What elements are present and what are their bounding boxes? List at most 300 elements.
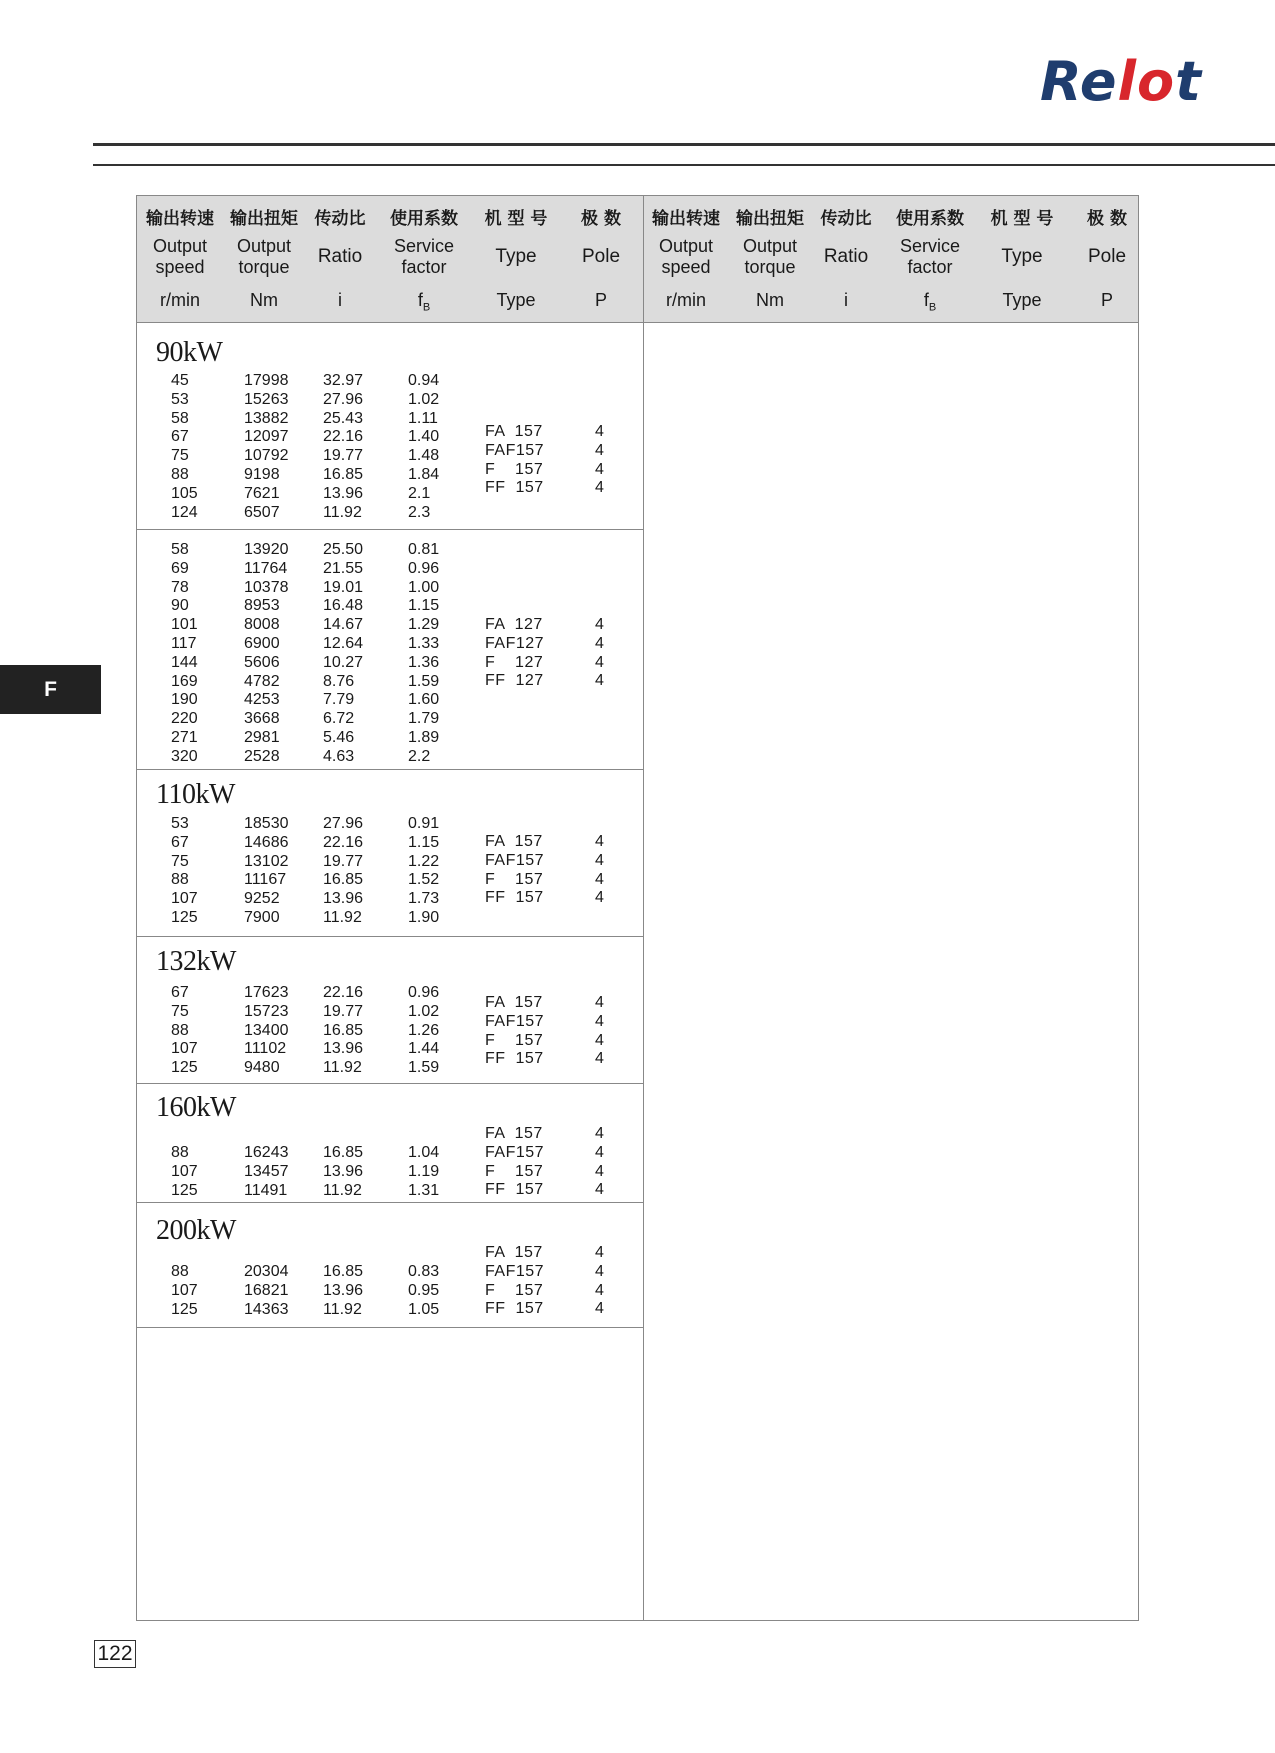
cell-output-speed: 220 bbox=[171, 710, 198, 728]
cell-service-factor: 1.40 bbox=[408, 428, 440, 446]
header-unit-label: r/min bbox=[160, 290, 200, 310]
cell-output-torque: 9252 bbox=[244, 890, 280, 908]
cell-ratio: 21.55 bbox=[323, 559, 364, 577]
cell-service-factor: 2.2 bbox=[408, 747, 431, 765]
cell-type: FAF127 bbox=[485, 634, 545, 652]
type-row bbox=[137, 832, 643, 851]
cell-service-factor: 1.02 bbox=[408, 390, 440, 408]
header-right-group bbox=[643, 196, 1149, 322]
cell-pole: 4 bbox=[595, 870, 604, 888]
header-en-label: Pole bbox=[1087, 246, 1127, 267]
cell-pole: 4 bbox=[595, 460, 604, 478]
type-row bbox=[137, 851, 643, 870]
cell-output-torque: 7900 bbox=[244, 909, 280, 926]
cell-ratio: 19.77 bbox=[323, 1002, 364, 1020]
table-row bbox=[137, 709, 643, 728]
table-row bbox=[137, 503, 643, 522]
cell-ratio: 8.76 bbox=[323, 672, 355, 690]
header-zh-label: 使用系数 bbox=[390, 209, 458, 229]
header-unit-label: $f_B$ bbox=[923, 290, 937, 314]
header-unit-label: $f_B$ bbox=[417, 290, 431, 314]
cell-service-factor: 1.19 bbox=[408, 1162, 440, 1180]
cell-service-factor: 1.02 bbox=[408, 1002, 440, 1020]
cell-service-factor: 0.83 bbox=[408, 1263, 440, 1280]
cell-output-torque: 6507 bbox=[244, 503, 280, 521]
cell-ratio: 13.96 bbox=[323, 484, 364, 502]
cell-service-factor: 1.22 bbox=[408, 852, 440, 870]
cell-output-speed: 88 bbox=[171, 1263, 189, 1280]
cell-ratio: 16.85 bbox=[323, 466, 364, 483]
page-number bbox=[94, 1640, 136, 1668]
cell-output-torque: 15263 bbox=[244, 390, 289, 408]
cell-pole: 4 bbox=[595, 479, 604, 497]
table-row bbox=[137, 690, 643, 709]
cell-pole: 4 bbox=[595, 833, 604, 850]
cell-type: FAF157 bbox=[485, 1262, 545, 1280]
header-en-label: Ratio bbox=[823, 246, 869, 267]
cell-output-speed: 88 bbox=[171, 871, 189, 889]
cell-service-factor: 1.31 bbox=[408, 1181, 440, 1199]
cell-ratio: 13.96 bbox=[323, 1040, 364, 1058]
cell-ratio: 22.16 bbox=[323, 984, 364, 1001]
cell-output-speed: 124 bbox=[171, 503, 198, 521]
cell-output-torque: 17623 bbox=[244, 984, 289, 1001]
cell-ratio: 27.96 bbox=[323, 390, 364, 408]
cell-service-factor: 1.90 bbox=[408, 909, 440, 926]
cell-output-torque: 10378 bbox=[244, 578, 289, 596]
cell-output-speed: 58 bbox=[171, 541, 189, 558]
cell-pole: 4 bbox=[595, 616, 604, 633]
cell-service-factor: 0.81 bbox=[408, 541, 440, 558]
cell-type: FAF157 bbox=[485, 1012, 545, 1030]
cell-ratio: 11.92 bbox=[323, 909, 362, 926]
type-row bbox=[137, 671, 643, 690]
cell-output-torque: 5606 bbox=[244, 653, 280, 671]
cell-service-factor: 0.91 bbox=[408, 815, 440, 832]
table-row bbox=[137, 596, 643, 615]
cell-output-speed: 45 bbox=[171, 372, 189, 389]
header-unit-label: P bbox=[594, 290, 607, 310]
cell-type: FA 157 bbox=[485, 833, 543, 850]
cell-pole: 4 bbox=[595, 634, 604, 652]
cell-output-torque: 13400 bbox=[244, 1021, 289, 1039]
type-row bbox=[137, 441, 643, 460]
section-title: 132kW bbox=[156, 946, 236, 977]
header-rule-top bbox=[93, 143, 1275, 146]
cell-output-torque: 14363 bbox=[244, 1300, 289, 1318]
table-row bbox=[137, 390, 643, 409]
cell-type: FF 127 bbox=[485, 672, 544, 690]
cell-type: F 157 bbox=[485, 1162, 544, 1180]
cell-output-speed: 125 bbox=[171, 1181, 198, 1199]
cell-service-factor: 1.15 bbox=[408, 833, 440, 851]
cell-ratio: 19.77 bbox=[323, 852, 364, 870]
cell-output-speed: 169 bbox=[171, 672, 198, 690]
table-row bbox=[137, 747, 643, 766]
cell-ratio: 22.16 bbox=[323, 428, 364, 446]
cell-service-factor: 0.94 bbox=[408, 372, 440, 389]
header-en-label: Type bbox=[495, 246, 537, 267]
cell-output-torque: 2528 bbox=[244, 747, 280, 765]
header-col-right-3 bbox=[881, 196, 979, 322]
cell-service-factor: 1.44 bbox=[408, 1040, 440, 1058]
cell-type: F 157 bbox=[485, 1281, 544, 1299]
brand-logo-text: Relot bbox=[1040, 50, 1202, 113]
header-col-left-0 bbox=[137, 196, 223, 322]
cell-pole: 4 bbox=[595, 1300, 604, 1318]
type-row bbox=[137, 1124, 643, 1143]
cell-type: FA 157 bbox=[485, 423, 543, 440]
cell-ratio: 25.50 bbox=[323, 541, 364, 558]
header-en-label: Pole bbox=[581, 246, 621, 267]
cell-output-torque: 4782 bbox=[244, 672, 280, 690]
cell-type: F 157 bbox=[485, 870, 544, 888]
cell-ratio: 19.01 bbox=[323, 578, 364, 596]
header-en-label: Service factor bbox=[899, 236, 961, 277]
header-col-right-4 bbox=[979, 196, 1065, 322]
header-col-left-2 bbox=[305, 196, 375, 322]
cell-type: FF 157 bbox=[485, 1050, 544, 1068]
header-col-left-3 bbox=[375, 196, 473, 322]
cell-service-factor: 1.26 bbox=[408, 1021, 440, 1039]
cell-pole: 4 bbox=[595, 672, 604, 690]
cell-output-torque: 14686 bbox=[244, 833, 289, 851]
cell-type: FAF157 bbox=[485, 851, 545, 869]
cell-output-speed: 53 bbox=[171, 390, 189, 408]
table-row bbox=[137, 540, 643, 559]
cell-output-speed: 58 bbox=[171, 409, 189, 427]
type-row bbox=[137, 1049, 643, 1068]
cell-pole: 4 bbox=[595, 1050, 604, 1068]
cell-type: FF 157 bbox=[485, 889, 544, 907]
cell-output-speed: 125 bbox=[171, 1059, 198, 1077]
cell-service-factor: 1.48 bbox=[408, 447, 440, 465]
cell-pole: 4 bbox=[595, 1031, 604, 1049]
section-title: 110kW bbox=[156, 779, 235, 810]
power-section bbox=[137, 1084, 643, 1203]
header-unit-label: Nm bbox=[250, 290, 278, 310]
cell-pole: 4 bbox=[595, 653, 604, 671]
cell-type: F 157 bbox=[485, 460, 544, 478]
type-row bbox=[137, 870, 643, 889]
cell-output-torque: 15723 bbox=[244, 1002, 289, 1020]
header-zh-label: 输出转速 bbox=[146, 209, 214, 229]
power-section bbox=[137, 323, 643, 530]
cell-output-speed: 105 bbox=[171, 484, 198, 502]
type-row bbox=[137, 478, 643, 497]
cell-ratio: 14.67 bbox=[323, 616, 364, 634]
header-en-label: Output torque bbox=[236, 236, 292, 277]
cell-service-factor: 0.96 bbox=[408, 984, 440, 1001]
cell-service-factor: 1.59 bbox=[408, 1059, 440, 1077]
cell-type: FA 157 bbox=[485, 994, 543, 1011]
cell-service-factor: 2.3 bbox=[408, 503, 431, 521]
cell-pole: 4 bbox=[595, 441, 604, 459]
header-col-left-1 bbox=[223, 196, 305, 322]
header-col-left-4 bbox=[473, 196, 559, 322]
cell-output-speed: 69 bbox=[171, 559, 189, 577]
power-section bbox=[137, 530, 643, 770]
cell-ratio: 4.63 bbox=[323, 747, 355, 765]
cell-output-speed: 90 bbox=[171, 597, 189, 615]
cell-service-factor: 1.04 bbox=[408, 1144, 440, 1161]
header-unit-label: Nm bbox=[756, 290, 784, 310]
cell-service-factor: 1.59 bbox=[408, 672, 440, 690]
cell-pole: 4 bbox=[595, 1143, 604, 1161]
type-row bbox=[137, 653, 643, 672]
table-row bbox=[137, 578, 643, 597]
cell-pole: 4 bbox=[595, 1262, 604, 1280]
cell-output-torque: 11491 bbox=[244, 1181, 288, 1199]
cell-output-torque: 18530 bbox=[244, 815, 289, 832]
cell-pole: 4 bbox=[595, 1244, 604, 1261]
header-zh-label: 极 数 bbox=[581, 209, 621, 229]
header-zh-label: 使用系数 bbox=[896, 209, 964, 229]
cell-output-speed: 67 bbox=[171, 984, 189, 1001]
cell-output-speed: 117 bbox=[171, 635, 197, 652]
cell-ratio: 16.85 bbox=[323, 1144, 364, 1161]
cell-output-torque: 8008 bbox=[244, 616, 280, 634]
brand-logo bbox=[1040, 50, 1202, 113]
cell-pole: 4 bbox=[595, 423, 604, 440]
header-zh-label: 极 数 bbox=[1087, 209, 1127, 229]
type-row bbox=[137, 1162, 643, 1181]
section-title: 200kW bbox=[156, 1215, 236, 1246]
cell-output-torque: 20304 bbox=[244, 1263, 289, 1280]
table-row bbox=[137, 728, 643, 747]
table-row bbox=[137, 908, 643, 927]
type-row bbox=[137, 634, 643, 653]
cell-ratio: 19.77 bbox=[323, 447, 364, 465]
cell-type: FA 127 bbox=[485, 616, 543, 633]
header-zh-label: 机 型 号 bbox=[990, 209, 1054, 229]
cell-output-speed: 67 bbox=[171, 428, 189, 446]
header-unit-label: r/min bbox=[666, 290, 706, 310]
cell-service-factor: 1.36 bbox=[408, 653, 440, 671]
cell-output-speed: 107 bbox=[171, 1040, 198, 1058]
cell-output-torque: 9480 bbox=[244, 1059, 280, 1077]
type-row bbox=[137, 993, 643, 1012]
cell-output-torque: 13882 bbox=[244, 409, 289, 427]
cell-output-torque: 13920 bbox=[244, 541, 289, 558]
cell-service-factor: 1.89 bbox=[408, 729, 440, 746]
cell-ratio: 22.16 bbox=[323, 833, 364, 851]
cell-ratio: 13.96 bbox=[323, 1162, 364, 1180]
cell-output-speed: 78 bbox=[171, 578, 189, 596]
cell-output-speed: 75 bbox=[171, 1002, 189, 1020]
cell-service-factor: 2.1 bbox=[408, 484, 431, 502]
page-number-text: 122 bbox=[97, 1642, 133, 1665]
cell-service-factor: 0.95 bbox=[408, 1281, 440, 1299]
header-zh-label: 输出扭矩 bbox=[736, 209, 804, 229]
cell-output-torque: 11764 bbox=[244, 559, 288, 577]
cell-service-factor: 1.52 bbox=[408, 871, 440, 889]
cell-output-torque: 3668 bbox=[244, 710, 280, 728]
power-section bbox=[137, 770, 643, 937]
cell-output-torque: 13457 bbox=[244, 1162, 289, 1180]
cell-ratio: 27.96 bbox=[323, 815, 364, 832]
header-col-right-0 bbox=[643, 196, 729, 322]
cell-pole: 4 bbox=[595, 1162, 604, 1180]
cell-output-speed: 190 bbox=[171, 691, 198, 709]
cell-ratio: 11.92 bbox=[323, 503, 362, 521]
cell-service-factor: 1.79 bbox=[408, 710, 440, 728]
cell-type: FF 157 bbox=[485, 1181, 544, 1199]
cell-output-speed: 144 bbox=[171, 653, 198, 671]
cell-output-torque: 16243 bbox=[244, 1144, 289, 1161]
cell-output-torque: 9198 bbox=[244, 466, 280, 483]
cell-output-torque: 10792 bbox=[244, 447, 289, 465]
header-zh-label: 传动比 bbox=[820, 209, 872, 229]
cell-type: FA 157 bbox=[485, 1244, 543, 1261]
type-row bbox=[137, 422, 643, 441]
cell-output-speed: 88 bbox=[171, 1021, 189, 1039]
power-section bbox=[137, 1203, 643, 1328]
type-row bbox=[137, 1262, 643, 1281]
header-col-right-5 bbox=[1065, 196, 1149, 322]
cell-output-speed: 75 bbox=[171, 852, 189, 870]
header-en-label: Output speed bbox=[658, 236, 714, 277]
cell-output-speed: 101 bbox=[171, 616, 198, 634]
cell-output-torque: 4253 bbox=[244, 691, 280, 709]
cell-service-factor: 1.73 bbox=[408, 890, 440, 908]
type-row bbox=[137, 615, 643, 634]
cell-pole: 4 bbox=[595, 1125, 604, 1142]
cell-ratio: 7.79 bbox=[323, 691, 355, 709]
cell-output-speed: 107 bbox=[171, 890, 198, 908]
cell-output-speed: 75 bbox=[171, 447, 189, 465]
type-row bbox=[137, 1299, 643, 1318]
section-separator bbox=[137, 1327, 643, 1328]
cell-service-factor: 1.29 bbox=[408, 616, 440, 634]
cell-output-speed: 107 bbox=[171, 1162, 198, 1180]
cell-output-torque: 11167 bbox=[244, 871, 287, 889]
cell-type: FF 157 bbox=[485, 1300, 544, 1318]
cell-service-factor: 1.60 bbox=[408, 691, 440, 709]
cell-ratio: 11.92 bbox=[323, 1300, 362, 1318]
header-col-right-2 bbox=[811, 196, 881, 322]
header-unit-label: Type bbox=[1002, 290, 1042, 310]
cell-ratio: 16.85 bbox=[323, 871, 364, 889]
cell-ratio: 32.97 bbox=[323, 372, 364, 389]
cell-output-speed: 107 bbox=[171, 1281, 198, 1299]
cell-output-speed: 88 bbox=[171, 466, 189, 483]
header-col-left-5 bbox=[559, 196, 643, 322]
cell-output-torque: 12097 bbox=[244, 428, 289, 446]
header-en-label: Output torque bbox=[742, 236, 798, 277]
cell-output-torque: 17998 bbox=[244, 372, 289, 389]
cell-ratio: 5.46 bbox=[323, 729, 355, 746]
right-column-body bbox=[644, 323, 1139, 1620]
cell-pole: 4 bbox=[595, 1281, 604, 1299]
cell-pole: 4 bbox=[595, 889, 604, 907]
section-title: 90kW bbox=[156, 337, 223, 368]
header-en-label: Type bbox=[1001, 246, 1043, 267]
cell-output-torque: 11102 bbox=[244, 1040, 287, 1058]
header-rule-bottom bbox=[93, 164, 1275, 166]
header-col-right-1 bbox=[729, 196, 811, 322]
cell-type: FAF157 bbox=[485, 1143, 545, 1161]
header-en-label: Output speed bbox=[152, 236, 208, 277]
cell-output-speed: 125 bbox=[171, 1300, 198, 1318]
cell-output-speed: 320 bbox=[171, 747, 198, 765]
table-row bbox=[137, 559, 643, 578]
cell-service-factor: 0.96 bbox=[408, 559, 440, 577]
cell-ratio: 11.92 bbox=[323, 1059, 362, 1077]
cell-output-speed: 271 bbox=[171, 729, 198, 746]
cell-service-factor: 1.05 bbox=[408, 1300, 440, 1318]
header-en-label: Service factor bbox=[393, 236, 455, 277]
selection-table bbox=[136, 195, 1139, 1621]
header-zh-label: 输出转速 bbox=[652, 209, 720, 229]
type-row bbox=[137, 888, 643, 907]
section-title: 160kW bbox=[156, 1092, 236, 1123]
type-row bbox=[137, 1281, 643, 1300]
cell-service-factor: 1.15 bbox=[408, 597, 440, 615]
cell-output-speed: 67 bbox=[171, 833, 189, 851]
header-en-label: Ratio bbox=[317, 246, 363, 267]
cell-output-torque: 13102 bbox=[244, 852, 289, 870]
table-row bbox=[137, 371, 643, 390]
cell-output-speed: 88 bbox=[171, 1144, 189, 1161]
cell-ratio: 12.64 bbox=[323, 635, 364, 652]
cell-type: F 157 bbox=[485, 1031, 544, 1049]
header-unit-label: Type bbox=[496, 290, 536, 310]
cell-ratio: 6.72 bbox=[323, 710, 355, 728]
cell-type: F 127 bbox=[485, 653, 544, 671]
header-unit-label: i bbox=[338, 290, 342, 310]
header-zh-label: 传动比 bbox=[314, 209, 366, 229]
type-row bbox=[137, 1243, 643, 1262]
cell-ratio: 11.92 bbox=[323, 1181, 362, 1199]
cell-output-speed: 53 bbox=[171, 815, 189, 832]
cell-ratio: 13.96 bbox=[323, 1281, 364, 1299]
cell-type: FF 157 bbox=[485, 479, 544, 497]
cell-ratio: 13.96 bbox=[323, 890, 364, 908]
cell-service-factor: 1.00 bbox=[408, 578, 440, 596]
cell-pole: 4 bbox=[595, 1012, 604, 1030]
power-section bbox=[137, 937, 643, 1084]
cell-service-factor: 1.84 bbox=[408, 466, 440, 483]
cell-ratio: 10.27 bbox=[323, 653, 364, 671]
cell-ratio: 16.85 bbox=[323, 1263, 364, 1280]
header-zh-label: 机 型 号 bbox=[484, 209, 548, 229]
cell-service-factor: 1.33 bbox=[408, 635, 440, 652]
cell-output-speed: 125 bbox=[171, 909, 198, 926]
type-row bbox=[137, 460, 643, 479]
cell-pole: 4 bbox=[595, 1181, 604, 1199]
table-header bbox=[137, 196, 1138, 323]
section-tab bbox=[0, 665, 101, 714]
cell-pole: 4 bbox=[595, 851, 604, 869]
cell-output-torque: 16821 bbox=[244, 1281, 289, 1299]
header-unit-label: P bbox=[1100, 290, 1113, 310]
cell-type: FA 157 bbox=[485, 1125, 543, 1142]
header-left-group bbox=[137, 196, 643, 322]
type-row bbox=[137, 1180, 643, 1199]
cell-ratio: 25.43 bbox=[323, 409, 364, 427]
type-row bbox=[137, 1012, 643, 1031]
cell-type: FAF157 bbox=[485, 441, 545, 459]
cell-ratio: 16.48 bbox=[323, 597, 364, 615]
cell-output-torque: 2981 bbox=[244, 729, 280, 746]
header-zh-label: 输出扭矩 bbox=[230, 209, 298, 229]
cell-service-factor: 1.11 bbox=[408, 409, 438, 427]
type-row bbox=[137, 1143, 643, 1162]
section-tab-label: F bbox=[44, 677, 57, 701]
cell-ratio: 16.85 bbox=[323, 1021, 364, 1039]
cell-output-torque: 8953 bbox=[244, 597, 280, 615]
